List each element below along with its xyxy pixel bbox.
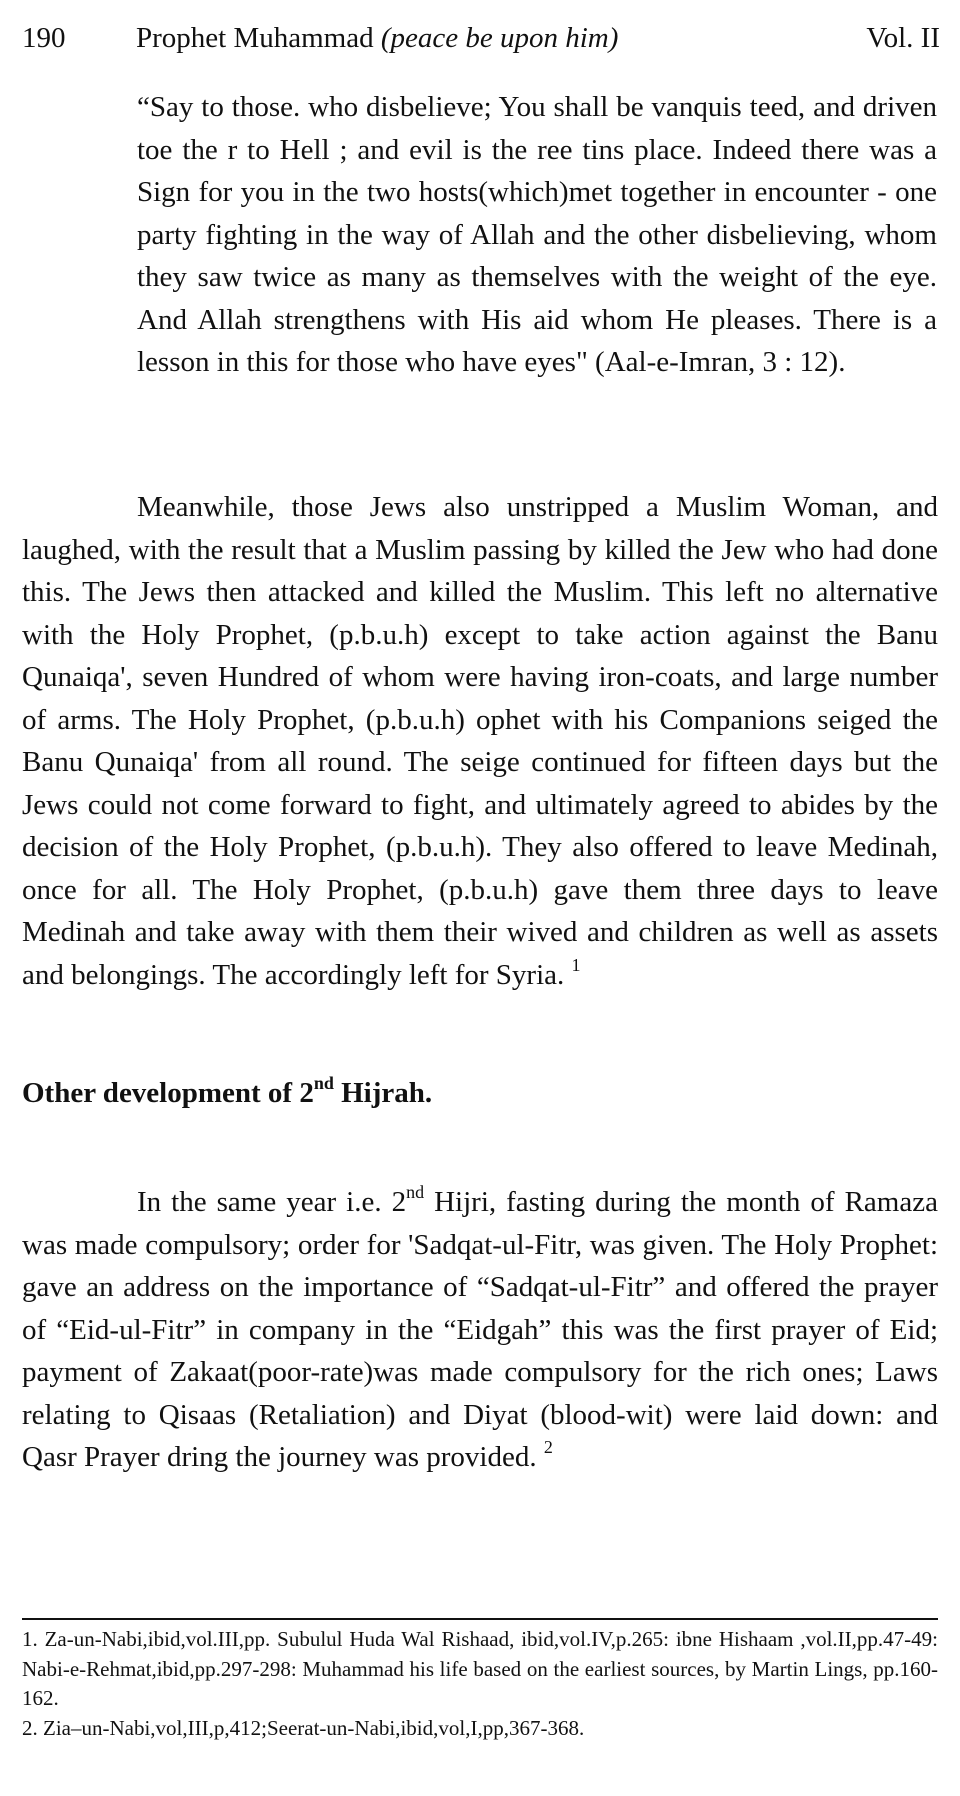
running-title xyxy=(136,18,618,58)
title-main: Prophet Muhammad xyxy=(136,22,381,54)
footnote-divider xyxy=(22,1618,938,1620)
running-header xyxy=(22,18,940,58)
footnote-1: 1. Za-un-Nabi,ibid,vol.III,pp. Subulul Huda Wal Rishaad, ibid,vol.IV,p.265: ibne Hishaam ,vol.II,pp.47-49: Nabi-e-Rehmat,ibid,pp.297-298: Muhammad his life based on the earliest sources, by Martin Lings, pp.160-162. xyxy=(22,1627,938,1710)
paragraph-text: Meanwhile, those Jews also unstripped a Muslim Woman, and laughed, with the result that a Muslim passing by killed the Jew who had done this. The Jews then attacked and killed the Muslim. This left no alternative with the Holy Prophet, (p.b.u.h) except to take action against the Banu Qunaiqa', seven Hundred of whom were having iron-coats, and large number of arms. The Holy Prophet, (p.b.u.h) ophet with his Companions seiged the Banu Qunaiqa' from all round. The seige continued for fifteen days but the Jews could not come forward to fight, and ultimately agreed to abides by the decision of the Holy Prophet, (p.b.u.h). They also offered to leave Medinah, once for all. The Holy Prophet, (p.b.u.h) gave them three days to leave Medinah and take away with them their wived and children as well as assets and belongings. The accordingly left for Syria. xyxy=(22,491,938,991)
heading-text-before: Other development of 2 xyxy=(22,1077,314,1109)
footnote-2: 2. Zia–un-Nabi,vol,III,p,412;Seerat-un-Nabi,ibid,vol,I,pp,367-368. xyxy=(22,1716,585,1740)
footnote-ref-1: 1 xyxy=(571,954,581,975)
paragraph-text-before: In the same year i.e. 2 xyxy=(137,1186,407,1218)
heading-superscript: nd xyxy=(313,1073,334,1093)
footnote-ref-2: 2 xyxy=(543,1437,553,1457)
heading-text-after: Hijrah. xyxy=(333,1077,433,1109)
quran-quote: “Say to those. who disbelieve; You shall be vanquis teed, and driven toe the r to Hell ; and evil is the ree tins place. Indeed there was a Sign for you in the two hosts(which)met together in encounter - one party fighting in the way of Allah and the other disbelieving, whom they saw twice as many as themselves with the weight of the eye. And Allah strengthens with His aid whom He pleases. There is a lesson in this for those who have eyes" (Aal-e-Imran, 3 : 12). xyxy=(137,91,937,378)
volume-label: Vol. II xyxy=(866,22,940,54)
paragraph-banu-qunaiqa xyxy=(22,486,938,996)
paragraph-superscript: nd xyxy=(406,1182,425,1202)
paragraph-text-after: Hijri, fasting during the month of Ramaza was made compulsory; order for 'Sadqat-ul-Fitr, was given. The Holy Prophet: gave an address on the importance of “Sadqat-ul-Fitr” and offered the prayer of “Eid-ul-Fitr” in company in the “Eidgah” this was the first prayer of Eid; payment of Zakaat(poor-rate)was made compulsory for the rich ones; Laws relating to Qisaas (Retaliation) and Diyat (blood-wit) were laid down: and Qasr Prayer dring the journey was provided. xyxy=(22,1186,938,1473)
page-number: 190 xyxy=(22,22,66,54)
section-heading xyxy=(22,1073,938,1113)
title-italic: (peace be upon him) xyxy=(380,22,619,54)
paragraph-second-hijri xyxy=(22,1181,938,1479)
